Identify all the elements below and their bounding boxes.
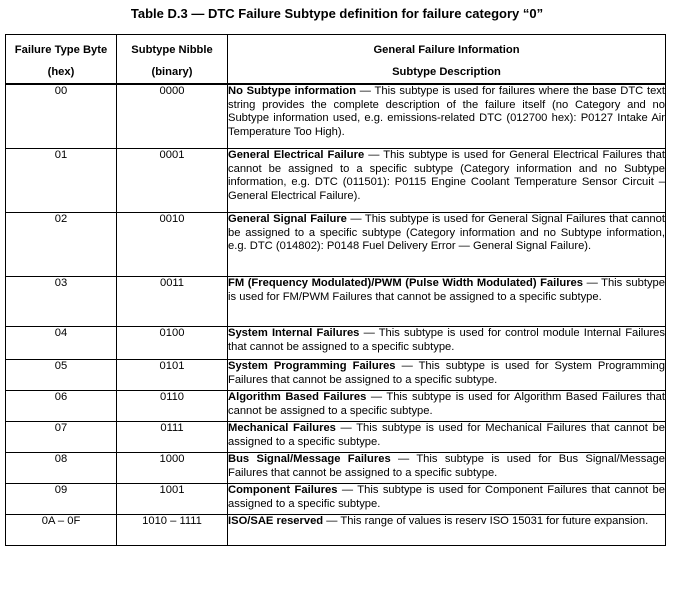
failure-type-byte-cell: 06 <box>6 391 117 422</box>
subtype-description-text: — This subtype is used for Bus Signal/Message Failures that cannot be assigned to a specific subtype. <box>228 453 665 479</box>
subtype-nibble-cell: 1010 – 1111 <box>117 515 228 546</box>
subtype-description-text: — This subtype is used for Component Failures that cannot be assigned to a specific subtype. <box>228 484 666 510</box>
subtype-description-cell <box>228 213 666 277</box>
subtype-description-cell <box>228 391 666 422</box>
subtype-name: System Programming Failures <box>228 360 396 372</box>
table-caption: Table D.3 — DTC Failure Subtype definition for failure category “0” <box>130 6 544 21</box>
table-row <box>6 213 666 277</box>
subtype-name: No Subtype information <box>228 85 357 97</box>
table-row <box>6 277 666 327</box>
table-row <box>6 149 666 213</box>
table-row <box>6 422 666 453</box>
failure-type-byte-cell: 02 <box>6 213 117 277</box>
subtype-description-text: — This subtype is used for failures where the base DTC text string provides the complete description of the failure itself (no Category and no Subtype information used, e.g. emissions-related DTC (012700 hex): P0127 Intake Air Temperature Too High). <box>228 85 665 138</box>
subtype-nibble-cell: 0110 <box>117 391 228 422</box>
subtype-nibble-cell: 0011 <box>117 277 228 327</box>
table-row <box>6 84 666 149</box>
subtype-description-text: — This subtype is used for control module Internal Failures that cannot be assigned to a specific subtype. <box>228 327 665 353</box>
header-subtype-nibble-unit: (binary) <box>151 66 193 78</box>
subtype-name: General Signal Failure <box>228 213 347 225</box>
failure-type-byte-cell: 01 <box>6 149 117 213</box>
subtype-description-cell <box>228 360 666 391</box>
subtype-description-cell <box>228 149 666 213</box>
table-row <box>6 515 666 546</box>
subtype-description-cell <box>228 453 666 484</box>
header-failure-type-byte-unit: (hex) <box>47 66 75 78</box>
failure-type-byte-cell: 09 <box>6 484 117 515</box>
subtype-nibble-cell: 0111 <box>117 422 228 453</box>
subtype-name: Component Failures <box>228 484 338 496</box>
dtc-failure-subtype-table <box>5 34 666 546</box>
failure-type-byte-cell: 00 <box>6 84 117 149</box>
subtype-description-text: — This subtype is used for Algorithm Based Failures that cannot be assigned to a specific subtype. <box>228 391 665 417</box>
failure-type-byte-cell: 08 <box>6 453 117 484</box>
subtype-description-cell <box>228 327 666 360</box>
subtype-name: System Internal Failures <box>228 327 360 339</box>
failure-type-byte-cell: 07 <box>6 422 117 453</box>
header-failure-type-byte-label: Failure Type Byte <box>14 44 108 56</box>
subtype-name: FM (Frequency Modulated)/PWM (Pulse Width Modulated) Failures <box>228 277 584 289</box>
failure-type-byte-cell: 04 <box>6 327 117 360</box>
header-subtype-description-label: Subtype Description <box>392 66 501 78</box>
subtype-nibble-cell: 0101 <box>117 360 228 391</box>
subtype-description-cell <box>228 84 666 149</box>
table-row <box>6 484 666 515</box>
table-row <box>6 453 666 484</box>
subtype-name: Mechanical Failures <box>228 422 336 434</box>
table-row <box>6 327 666 360</box>
header-subtype-nibble-label: Subtype Nibble <box>131 44 213 56</box>
failure-type-byte-cell: 03 <box>6 277 117 327</box>
subtype-description-cell <box>228 484 666 515</box>
subtype-nibble-cell: 1000 <box>117 453 228 484</box>
subtype-description-cell <box>228 515 666 546</box>
subtype-description-cell <box>228 422 666 453</box>
subtype-name: Algorithm Based Failures <box>228 391 367 403</box>
subtype-description-text: — This subtype is used for General Electrical Failures that cannot be assigned to a specific subtype (Category information and no Subtype information, e.g. DTC (011501): P0115 Engine Coolant Temperature Sensor Circuit – General Electrical Failure). <box>228 149 665 202</box>
subtype-description-text: — This range of values is reserv ISO 15031 for future expansion. <box>323 515 649 527</box>
header-failure-type-byte <box>6 35 117 85</box>
subtype-nibble-cell: 0000 <box>117 84 228 149</box>
subtype-description-text: — This subtype is used for Mechanical Failures that cannot be assigned to a specific subtype. <box>228 422 665 448</box>
header-general-failure-information <box>228 35 666 85</box>
header-subtype-nibble <box>117 35 228 85</box>
header-general-failure-information-label: General Failure Information <box>373 44 520 56</box>
table-row <box>6 391 666 422</box>
subtype-name: General Electrical Failure <box>228 149 365 161</box>
failure-type-byte-cell: 0A – 0F <box>6 515 117 546</box>
subtype-nibble-cell: 0100 <box>117 327 228 360</box>
subtype-nibble-cell: 0001 <box>117 149 228 213</box>
subtype-description-text: — This subtype is used for General Signal Failures that cannot be assigned to a specific subtype (Category information and no Subtype information, e.g. DTC (014802): P0148 Fuel Delivery Error — General Signal Failure). <box>228 213 665 253</box>
table-row <box>6 360 666 391</box>
subtype-nibble-cell: 1001 <box>117 484 228 515</box>
subtype-description-text: — This subtype is used for System Programming Failures that cannot be assigned to a specific subtype. <box>228 360 666 386</box>
subtype-nibble-cell: 0010 <box>117 213 228 277</box>
subtype-description-cell <box>228 277 666 327</box>
subtype-name: Bus Signal/Message Failures <box>228 453 391 465</box>
subtype-name: ISO/SAE reserved <box>228 515 324 527</box>
subtype-description-text: — This subtype is used for FM/PWM Failures that cannot be assigned to a specific subtype. <box>228 277 665 303</box>
failure-type-byte-cell: 05 <box>6 360 117 391</box>
table-header-row <box>6 35 666 85</box>
